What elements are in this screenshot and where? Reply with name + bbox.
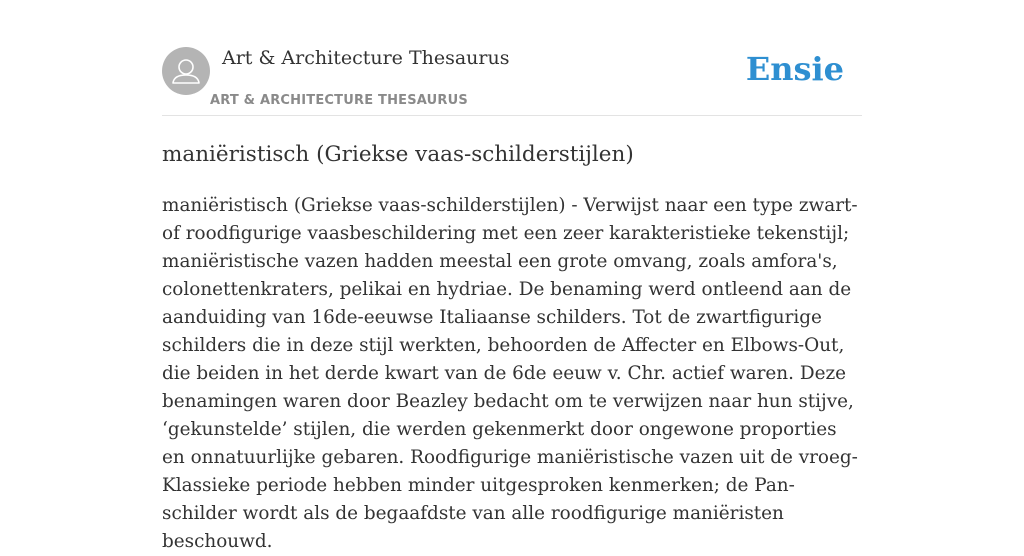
article-body: maniëristisch (Griekse vaas-schilderstijlen) - Verwijst naar een type zwart- of roodfigurige vaasbeschildering met een zeer karakteristieke tekenstijl; maniëristische vazen hadden meestal een grote omvang, zoals amfora's, colonettenkraters, pelikai en hydriae. De benaming werd ontleend aan de aanduiding van 16de-eeuwse Italiaanse schilders. Tot de zwartfigurige schilders die in deze stijl werkten, behoorden de Affecter en Elbows-Out, die beiden in het derde kwart van de 6de eeuw v. Chr. actief waren. Deze benamingen waren door Beazley bedacht om te verwijzen naar hun stijve, ‘gekunstelde’ stijlen, die werden gekenmerkt door ongewone proporties en onnatuurlijke gebaren. Roodfigurige maniëristische vazen uit de vroeg-Klassieke periode hebben minder uitgesproken kenmerken; de Pan-schilder wordt als de begaafdste van alle roodfigurige maniëristen beschouwd. (162, 195, 858, 552)
ensie-logo[interactable]: Ensie (745, 50, 844, 88)
source-label[interactable]: ART & ARCHITECTURE THESAURUS (210, 93, 468, 108)
article-header (162, 0, 862, 116)
user-silhouette-icon (162, 47, 210, 95)
page-title: maniëristisch (Griekse vaas-schilderstijlen) (162, 142, 634, 167)
avatar[interactable] (162, 47, 210, 95)
content-container (162, 0, 862, 552)
author-name[interactable]: Art & Architecture Thesaurus (222, 47, 510, 69)
